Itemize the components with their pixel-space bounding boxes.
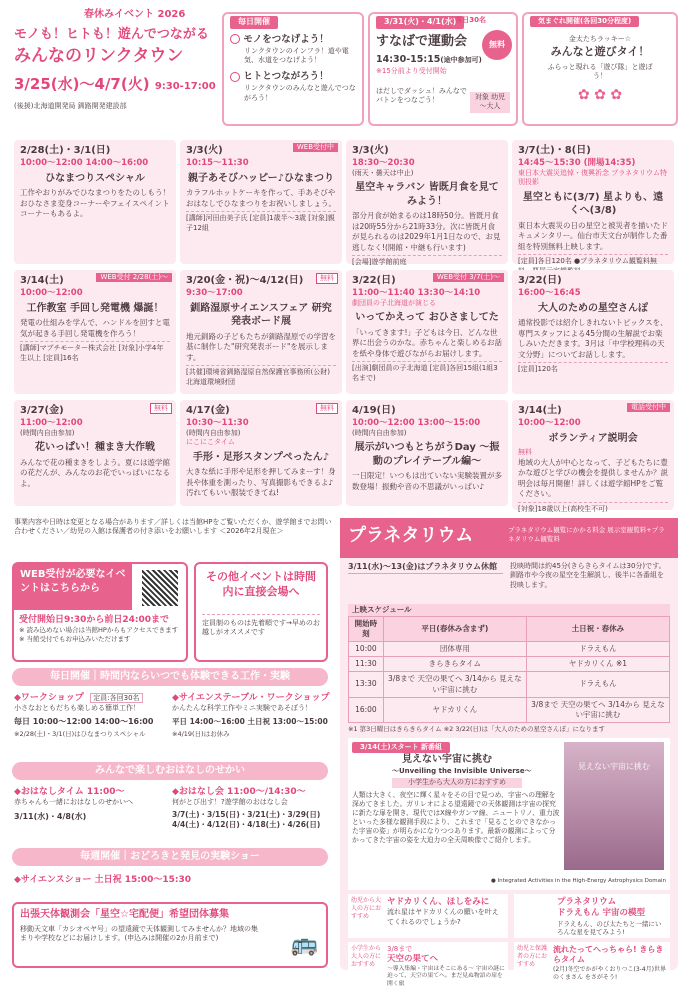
table-cell: きらきらタイム [383,657,526,672]
event-card [14,140,176,264]
card-date: 3/14(土) [518,405,562,416]
notice: 事業内容や日時は変更となる場合があります／詳しくは当館HPをご覧いただくか、遊学館までお問い合わせください／幼児の入館は保護者の付き添いをお願いします ＜2026年2月現在＞ [14,518,332,536]
card-free: 無料 [518,448,532,457]
card-body: 通常投影では紹介しきれないトピックスを、専門スタッフによる45分間の生解説でお楽しみいただきます。3月は「中学校理科の天文分野」についてお話しします。 [518,318,668,359]
plan-footnote: ※1 第3日曜日はきらきらタイム ※2 3/22(日)は「大人のための星空さんぽ」になります [348,724,606,733]
card-title: 大人のための星空さんぽ [538,302,648,314]
program-tenku: 小学生から大人の方におすすめ 3/8まで 天空の果てへ ～導入集編・宇宙はそこにある～ 宇宙の謎に迫って、天空の果てへ。まだ見ぬ物語の扉を開く旅 [348,942,508,986]
card-time: 10:00～12:00 13:00～15:00 [352,417,481,428]
program-list [348,894,670,988]
card-body: 大きな紙に手形や足形を押してみまーす！身長や体重を測ったり、写真撮影もできるよ♪汚れてもいい服装できてね! [186,467,336,498]
undokai-box: 3/31(火)・4/1(水) 各日30名 無料 すなばで運動会 14:30-15:15(途中参加可) ※15分前より受付開始 対象 幼児～大人 はだしでダッシュ！みんなでバトンをつなごう！ [368,12,518,126]
table-cell: 11:30 [349,657,384,672]
card-time: 11:00～12:00 [20,417,83,428]
science-table [172,692,330,738]
card-time: 14:45～15:30 (開場14:35) [518,157,636,168]
card-time-note: (時間内自由参加) [352,428,407,437]
header [14,8,224,126]
science-show-bar: 毎週開催｜おどろきと発見の実験ショー [12,848,328,866]
workshop-time: 毎日 10:00～12:00 14:00～16:00 [14,716,154,726]
card-date: 3/22(日) [352,275,396,286]
direct-body: 定員制のものは先着順です→早めのお越しがオススメです [202,614,320,638]
card-badge: 電話受付中 [627,403,670,412]
kimagure-tag: 気まぐれ開催(各回30分程度) [530,16,639,27]
title-line2: みんなのリンクタウン [14,46,184,67]
card-body: 「いってきます!」子どもは今日、どんな世界に出会うのかな。赤ちゃんと楽しめるお話を紙や身体で遊びながらお届けします。 [352,327,502,358]
daily-item1-body: リンクタウンのインフラ！道や電気、水道をつなげよう！ [244,46,349,65]
undokai-body: はだしでダッシュ！みんなでバトンをつなごう！ [376,86,467,105]
card-note: [定員]120名 [518,362,668,374]
planetarium-panel [340,518,678,988]
credit: ● Integrated Activities in the High-Energy Astrophysics Domain [491,878,666,885]
card-time-note: (時間内自由参加) [20,428,75,437]
card-title: 展示がいつもとちがうDay ～振動のプレイテーブル編～ [354,442,500,467]
workshop-body: 小さなおともだちも楽しめる簡単工作！ [14,704,140,713]
table-cell: ヤドカリくん [383,697,526,722]
daily-workshop-bar: 毎日開催｜時間内ならいつでも体験できる工作・実験 [12,668,328,686]
science-table-title: ◆サイエンステーブル・ワークショップ [172,693,330,703]
card-body: 工作やおりがみでひなまつりをたのしもう！おひなさま変身コーナーやフェイスペイントコーナーもあるよ。 [20,188,170,219]
plan-closed: 3/11(水)～13(金)はプラネタリウム休館 [348,562,503,574]
table-cell: 団体専用 [383,642,526,657]
table-row [349,642,670,657]
table-cell: ドラえもん [526,642,669,657]
plan-info: 投映時間は約45分(きらきらタイムは30分)です。釧路市や今夜の星空を生解説し、後半に各番組を投映します。 [510,562,666,589]
card-note: [出演]劇団員の子北海道 [定員]各回15組(1組3名まで) [352,361,502,383]
dispatch-body: 移動天文車「カシオペヤ号」の望遠鏡で天体観測してみませんか？地域の集まりや学校などにお届けします。(申込みは開催の2か月前まで) [20,924,258,942]
plan-schedule-label: 上映スケジュール [348,604,670,616]
card-body: 地元釧路の子どもたちが釧路湿原での学習を基に制作した"研究発表ボード"を展示します。 [186,331,336,362]
new-body: 人類は大きく、夜空に輝く星々をその目で見つめ、宇宙への理解を深めてきました。ガリレオによる望遠鏡での天体観測は宇宙の探究に新たな扉を開き、現代ではX線やガンマ線、ニュートリノ、重力波といった多様な観測手段により、これまで「見ることのできなかった宇宙の姿」が明らかになりつつあります。最新の観測によって分かってきた宇宙の姿を大迫力の全天周映像でご紹介します。 [352,790,560,845]
new-tag: 3/14(土)スタート 新番組 [352,742,450,753]
card-title: 釧路湿原サイエンスフェア 研究発表ボード展 [190,302,332,328]
card-time: 11:00～11:40 13:30～14:10 [352,287,481,298]
event-card [14,270,176,394]
card-body: カラフルホットケーキを作って、手あそびやおはなしでひなまつりをお祝いしましょう。 [186,188,336,208]
table-cell: ヤドカリくん ※1 [526,657,669,672]
card-date: 4/19(日) [352,405,396,416]
free-badge: 無料 [482,30,512,60]
card-subtitle: 東日本大震災追悼・復興祈念 プラネタリウム特別投影 [518,168,667,187]
web-note1: ※ 読み込めない場合は当館HPからもアクセスできます [19,626,179,635]
undokai-title: すなばで運動会 [376,33,468,49]
event-card [180,400,342,506]
new-audience: 小学生から大人の方におすすめ [392,778,522,787]
card-badge: WEB受付 2/28(土)～ [96,273,172,282]
new-subtitle: ～Unveiling the Invisible Universe～ [392,766,532,775]
undokai-cap: 各日30名 [455,16,486,24]
web-note2: ※ 当館受付でもお申込みいただけます [19,634,131,643]
kimagure-box [522,12,678,126]
card-time: 9:30～17:00 [186,287,243,298]
table-cell: 10:00 [349,642,384,657]
table-cell: 3/8まで 天空の果てへ 3/14から 見えない宇宙に挑む [383,672,526,697]
card-badge: 無料 [150,403,172,414]
program-kirakira: 幼児と保護者の方におすすめ 流れたってへっちゃら! きらきらタイム (2月)冬空でかがやくおりつこ(3-4月)世界のくまさん をさがそう! [514,942,670,986]
event-dates: 3/25(水)～4/7(火) 9:30-17:00 [14,74,216,93]
card-time-note: (雨天・曇天は中止) [352,168,414,177]
undokai-target: 対象 幼児～大人 [470,92,510,113]
card-title: ひなまつりスペシャル [45,172,145,184]
title-line1: モノも！ヒトも！遊んでつながる [14,26,209,42]
undokai-time: 14:30-15:15 [376,54,441,66]
card-time-note: (時間内自由参加) [186,428,241,437]
card-date: 3/22(日) [518,275,562,286]
card-date: 2/28(土)・3/1(日) [20,145,111,156]
daily-item2: ヒトとつながろう！ [230,71,356,84]
table-cell: 16:00 [349,697,384,722]
direct-box [194,562,328,662]
card-date: 3/20(金・祝)～4/12(日) [186,275,304,286]
web-line: 受付開始日9:30から前日24:00まで [19,615,170,625]
table-cell: 13:30 [349,672,384,697]
science-table-time: 平日 14:00～16:00 土日祝 13:00～15:00 [172,716,328,726]
new-program [348,738,670,890]
event-card [346,140,508,267]
card-body: 発電の仕組みを学んで、ハンドルを回すと電気が起きる手回し発電機を作ろう！ [20,318,170,338]
dispatch-box [12,902,328,968]
card-title: 星空キャラバン 皆既月食を見てみよう！ [355,182,499,207]
plan-fee: プラネタリウム観覧にかかる料金 展示室観覧料+プラネタリウム観覧料 [508,526,665,543]
table-row [349,697,670,722]
organizer: (後援)北海道開発局 釧路開発建設部 [14,102,127,111]
plan-title: プラネタリウム [348,525,474,546]
story-time: ◆おはなしタイム 11:00～ 赤ちゃんも一緒におはなしのせかいへ 3/11(水)・4/8(水) [14,787,133,821]
card-body: みんなで花の種まきをしよう。夏には遊学館の花だんが、みんなのお花でいっぱいになるよ。 [20,457,170,488]
new-title: 見えない宇宙に挑む [402,754,492,766]
daily-item1: モノをつなげよう！ [230,34,356,47]
event-card [512,400,674,513]
card-title: いってかえって おひさましてた [355,312,499,324]
event-label: 春休みイベント 2026 [84,9,186,20]
card-body: 部分月食が始まるのは18時50分。皆既月食は20時55分から21時33分。次に皆既月食が見られるのは2029年1月1日なので、お見逃しなく!(開館・中継も行います) [352,211,501,252]
card-badge: WEB受付 3/7(土)～ [433,273,504,282]
card-subtitle: にこにこタイム [186,438,235,447]
link-icon [230,34,240,44]
card-note: [会場]遊学館前庭 [352,255,502,267]
event-card [346,270,508,394]
event-card [346,400,508,506]
table-cell: 3/8まで 天空の果てへ 3/14から 見えない宇宙に挑む [526,697,669,722]
bus-icon: 🚌 [290,932,318,958]
card-date: 3/14(土) [20,275,64,286]
science-show: ◆サイエンスショー 土日祝 15:00～15:30 [14,875,192,885]
qr-code-icon[interactable] [140,568,180,608]
mascot-icon: ✿ ✿ ✿ [577,86,623,103]
story-bar: みんなで楽しむおはなしのせかい [12,762,328,780]
story-meeting: ◆おはなし会 11:00～/14:30～ 何がとび出す！?遊学館のおはなし会 3/7(土)・3/15(日)・3/21(土)・3/29(日) 4/4(土)・4/12(日)・4/18(土)・4/26(日) [172,787,321,829]
workshop-note: ※2/28(土)・3/1(日)はひなまつりスペシャル [14,730,146,739]
workshop-cap: 定員:各回30名 [90,693,142,703]
card-date: 3/7(土)・8(日) [518,145,591,156]
card-title: 工作教室 手回し発電機 爆誕！ [26,302,164,314]
card-time: 10:30～11:30 [186,417,249,428]
card-note: [対象]18歳以上(高校生不可) [518,502,668,514]
card-time: 10:00～12:00 [20,287,83,298]
event-card [14,400,176,506]
card-badge: 無料 [316,403,338,414]
card-body: 東日本大震災の日の星空と被災者を描いたドキュメンタリー。仙台市天文台が制作した番組を特別無料上映します。 [518,220,668,251]
workshop-title: ◆ワークショップ [14,693,84,703]
card-note: [共催]環境省釧路湿原自然保護官事務所(公財)北海道環境財団 [186,365,336,387]
undokai-note: ※15分前より受付開始 [376,67,447,76]
card-time: 10:15～11:30 [186,157,249,168]
kimagure-b1: 金太たちラッキー☆ [568,35,632,44]
kimagure-title: みんなと遊びタイ！ [550,44,650,58]
event-card [512,270,674,394]
schedule-table: 開始時刻 平日(春休み含まず) 土日祝・春休み 10:00 団体専用 ドラえもん 11:30 きらきらタイム ヤドカリくん ※1 13:30 3/8まで 天空の果てへ 3/14から 見えない宇宙に挑む ドラえもん 16:00 ヤドカリくん 3/8まで 天空の果てへ 3/14から 見えない宇宙に挑む [348,616,670,723]
program-doraemon: プラネタリウム ドラえもん 宇宙の模型 ドラえもん、のび太たちと一緒にいろんな星を見てみよう! [514,894,670,938]
card-badge: 無料 [316,273,338,284]
web-title: WEB受付が必要なイベントはこちらから [14,564,132,610]
card-note: [定員]各日120名 ●プラネタリウム観覧料無 [518,254,668,276]
poster-image: 見えない宇宙に挑む [564,742,664,870]
card-date: 4/17(金) [186,405,230,416]
workshop [14,692,168,739]
daily-item2-body: リンクタウンのみんなと遊んでつながろう！ [244,84,356,102]
event-card [180,140,342,264]
science-table-body: かんたんな科学工作やミニ実験であそぼう！ [172,704,312,713]
card-date: 3/27(金) [20,405,64,416]
people-icon [230,72,240,82]
table-row [349,672,670,697]
card-badge: WEB受付中 [293,143,338,152]
card-title: 親子あそびハッピー♪ひなまつり [188,172,334,184]
card-body: 一日限定！いつもは出ていない実験装置が多数登場！振動や音の不思議がいっぱい♪ [352,471,502,491]
undokai-dates: 3/31(火)・4/1(水) [376,16,464,29]
card-date: 3/3(火) [352,145,389,156]
card-title: 星空ともに(3/7) 星よりも、遠くへ(3/8) [522,191,664,217]
card-body: 地域の大人が中心となって、子どもたちに豊かな遊びと学びの機会を提供しませんか？説明会は毎月開催！詳しくは遊学館HPをご覧ください。 [518,457,668,499]
card-note: [講師]マブチモーター株式会社 [対象]小学4年生以上 [定員]16名 [20,341,170,363]
card-time: 16:00～16:45 [518,287,581,298]
plan-header [340,518,678,558]
event-card [180,270,342,394]
card-time: 18:30～20:30 [352,157,415,168]
card-date: 3/3(火) [186,145,223,156]
card-title: 手形・足形スタンプぺったん♪ [192,451,330,463]
card-title: ボランティア説明会 [548,432,638,444]
card-title: 花いっぱい！種まき大作戦 [35,442,155,454]
card-time: 10:00～12:00 [518,417,581,428]
table-row [349,657,670,672]
daily-box [222,12,364,126]
table-cell: ドラえもん [526,672,669,697]
program-yadokari: 幼児から大人の方におすすめ ヤドカリくん、ほしをみに 流れ星はヤドカリくんの願いを叶えてくれるのでしょうか? [348,894,508,938]
card-subtitle: 劇団員の子北海道が演じる [352,298,436,307]
web-box [12,562,188,662]
kimagure-b2: ふらっと現れる「遊び隊」と遊ぼう！ [547,62,653,81]
event-card [512,140,674,264]
direct-title: その他イベントは時間内に直接会場へ [206,570,316,598]
card-note: [講師]河田由美子氏 [定員]1歳半～3歳 [対象]親子12組 [186,211,336,233]
card-time: 10:00～12:00 14:00～16:00 [20,157,149,168]
daily-tag: 毎日開催 [230,16,278,29]
dispatch-title: 出張天体観測会「星空☆宅配便」希望団体募集 [20,909,229,920]
science-table-note: ※4/19(日)はお休み [172,729,230,738]
